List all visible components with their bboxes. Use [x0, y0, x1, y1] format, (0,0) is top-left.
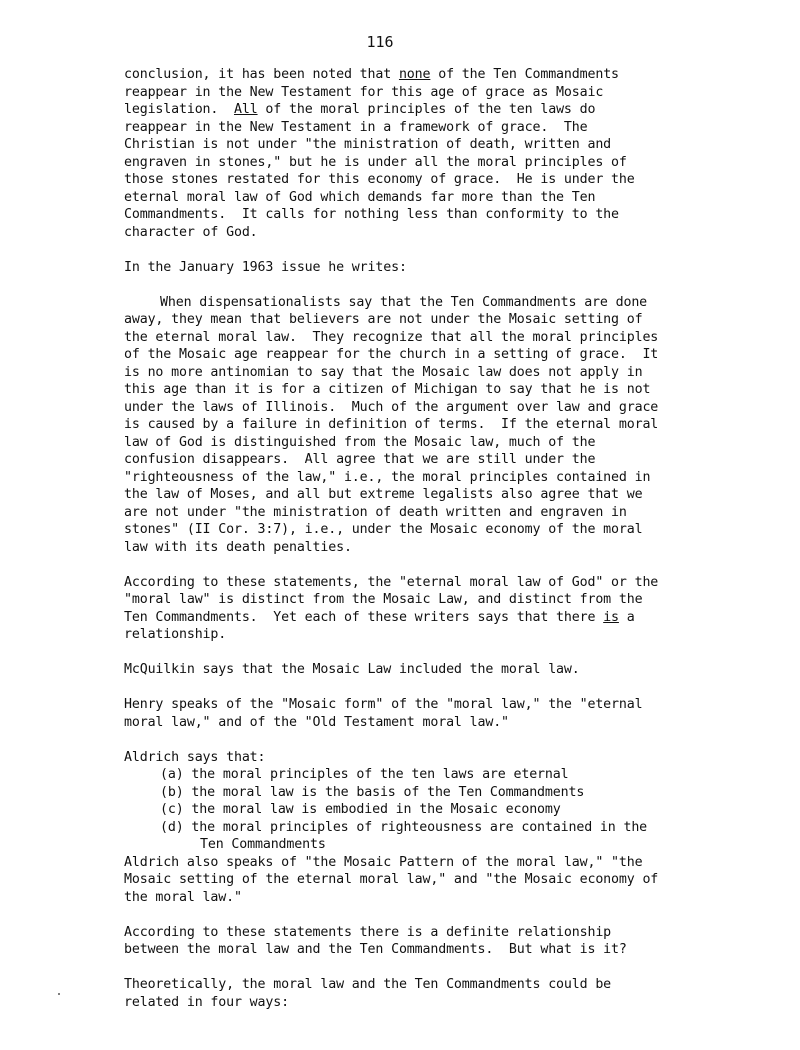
text-line: Aldrich says that: [124, 749, 266, 765]
text-line: related in four ways: [124, 994, 289, 1010]
text-run: a [618, 609, 635, 625]
list-item-continuation: Ten Commandments [200, 837, 326, 852]
text-line: According to these statements, the "eternal moral law of God" or the [124, 574, 659, 590]
text-line: those stones restated for this economy of grace. He is under the [124, 172, 635, 187]
list-item: (d) the moral principles of righteousness are contained in the [160, 819, 648, 835]
text-line: "righteousness of the law," i.e., the moral principles contained in [124, 469, 651, 485]
text-line: is caused by a failure in definition of terms. If the eternal moral [124, 417, 659, 432]
text-run: conclusion, it has been noted that [124, 67, 399, 82]
block-quote [124, 294, 724, 557]
text-line: is no more antinomian to say that the Mosaic law does not apply in [124, 364, 643, 380]
text-line: reappear in the New Testament for this age of grace as Mosaic [124, 84, 604, 100]
text-run: legislation. [124, 102, 234, 117]
text-line: away, they mean that believers are not under the Mosaic setting of [124, 312, 643, 327]
underlined-word: is [603, 609, 619, 625]
text-run: of the moral principles of the ten laws do [257, 102, 596, 117]
aldrich-list [124, 766, 724, 854]
text-line [124, 609, 724, 627]
paragraph-mcquilkin [124, 661, 724, 679]
text-line: engraven in stones," but he is under all the moral principles of [124, 154, 627, 170]
text-line: the moral law." [124, 889, 242, 905]
text-line: relationship. [124, 627, 227, 642]
text-line: eternal moral law of God which demands far more than the Ten [124, 189, 596, 205]
text-line: stones" (II Cor. 3:7), i.e., under the Mosaic economy of the moral [124, 522, 643, 537]
list-item: (a) the moral principles of the ten laws are eternal [160, 767, 569, 782]
paragraph-conclusion [124, 66, 724, 241]
text-line: Henry speaks of the "Mosaic form" of the "moral law," the "eternal [124, 697, 643, 712]
text-line: the law of Moses, and all but extreme legalists also agree that we [124, 487, 643, 502]
text-line: the eternal moral law. They recognize that all the moral principles [124, 329, 659, 345]
list-item: (c) the moral law is embodied in the Mosaic economy [160, 802, 561, 817]
text-line: When dispensationalists say that the Ten Commandments are done [160, 294, 648, 310]
text-line: "moral law" is distinct from the Mosaic Law, and distinct from the [124, 592, 643, 607]
text-line: moral law," and of the "Old Testament moral law." [124, 714, 509, 730]
paragraph-four-ways [124, 976, 724, 1011]
paragraph-henry [124, 696, 724, 731]
text-line: of the Mosaic age reappear for the church in a setting of grace. It [124, 347, 659, 362]
paragraph-statements [124, 574, 724, 644]
text-line: McQuilkin says that the Mosaic Law included the moral law. [124, 662, 580, 677]
scan-speck [58, 993, 60, 995]
text-line: between the moral law and the Ten Commandments. But what is it? [124, 942, 627, 957]
list-item: (b) the moral law is the basis of the Ten Commandments [160, 784, 585, 800]
text-line: confusion disappears. All agree that we are still under the [124, 452, 596, 467]
underlined-word: none [398, 67, 431, 82]
paragraph-january-issue [124, 259, 724, 277]
paragraph-aldrich [124, 749, 724, 907]
text-line: this age than it is for a citizen of Michigan to say that he is not [124, 382, 651, 397]
text-line: In the January 1963 issue he writes: [124, 259, 407, 275]
text-line: law with its death penalties. [124, 539, 352, 555]
text-line: Theoretically, the moral law and the Ten Commandments could be [124, 977, 612, 992]
text-run: Ten Commandments. Yet each of these writers says that there [124, 609, 604, 625]
text-line: Mosaic setting of the eternal moral law," and "the Mosaic economy of [124, 872, 659, 887]
text-line: Aldrich also speaks of "the Mosaic Pattern of the moral law," "the [124, 854, 643, 870]
page-number: 116 [366, 33, 394, 51]
text-run: of the Ten Commandments [430, 67, 619, 82]
text-line: Commandments. It calls for nothing less than conformity to the [124, 207, 619, 222]
text-line [124, 66, 724, 84]
text-line: law of God is distinguished from the Mosaic law, much of the [124, 434, 596, 450]
text-line: According to these statements there is a definite relationship [124, 924, 612, 940]
text-line: character of God. [124, 224, 258, 240]
text-line [124, 101, 724, 119]
text-line: reappear in the New Testament in a framework of grace. The [124, 119, 588, 135]
text-line: under the laws of Illinois. Much of the argument over law and grace [124, 399, 659, 415]
paragraph-definite-relationship [124, 924, 724, 959]
underlined-word: All [233, 102, 258, 117]
text-line: Christian is not under "the ministration of death, written and [124, 137, 612, 152]
page-body [124, 66, 724, 1029]
text-line: are not under "the ministration of death written and engraven in [124, 504, 627, 520]
